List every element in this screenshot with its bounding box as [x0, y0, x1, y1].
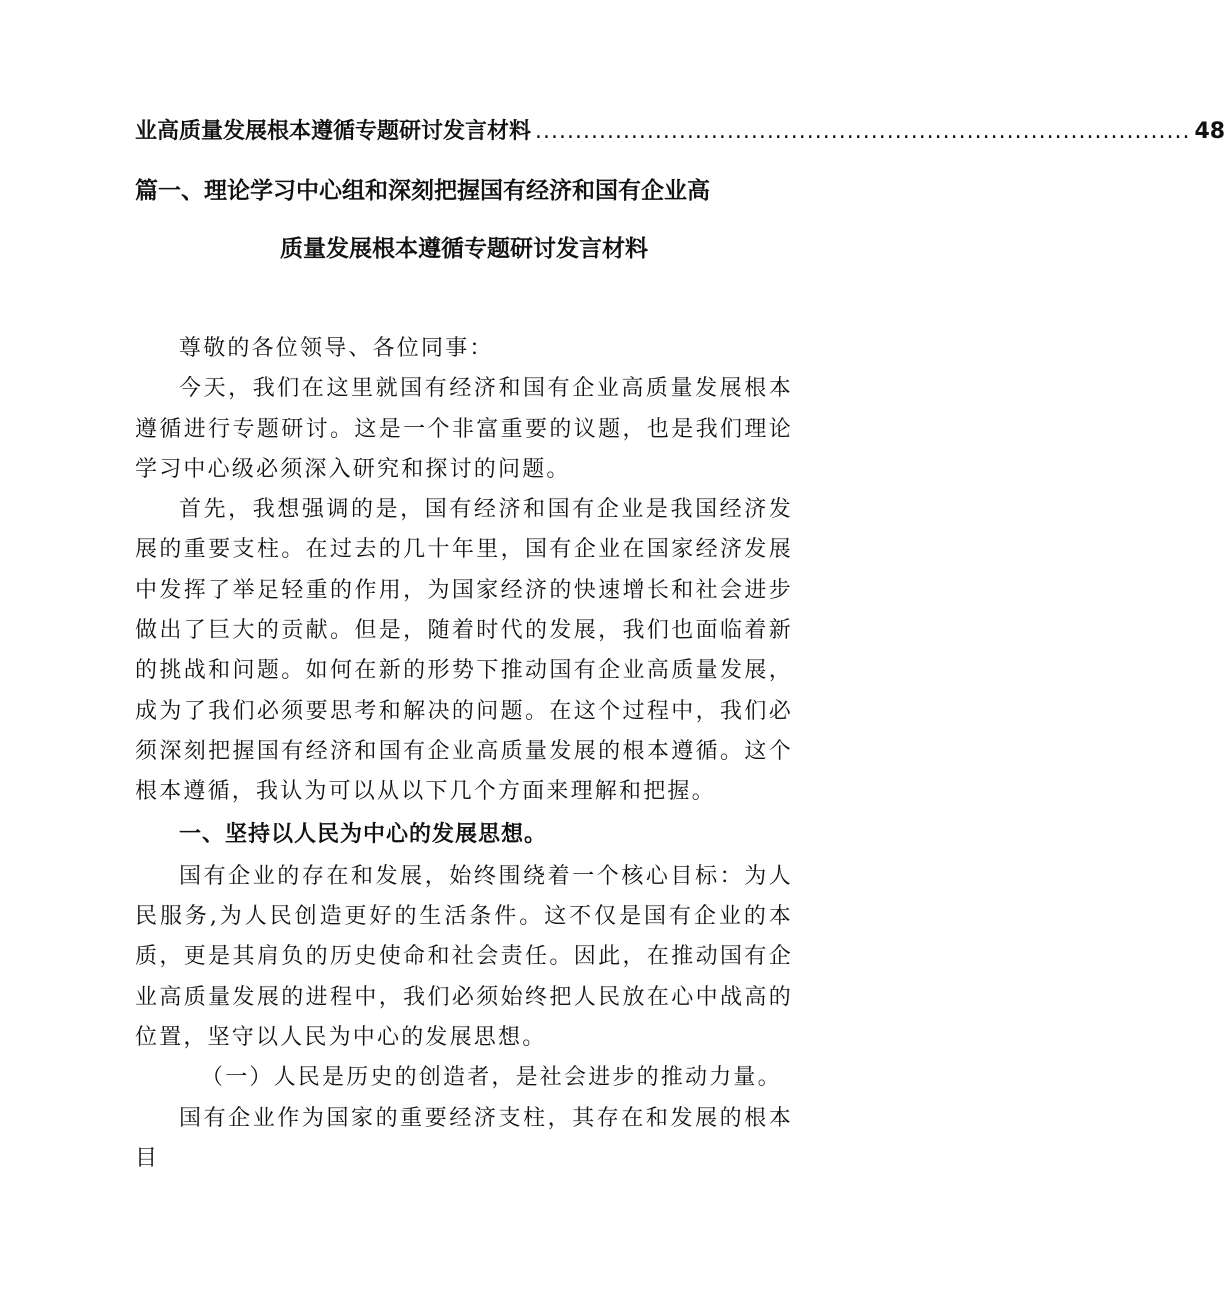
article-title-line-2: 质量发展根本遵循专题研讨发言材料	[280, 236, 648, 262]
toc-leader-dots: ..................................................................................	[535, 119, 1191, 144]
body-paragraph: 今天，我们在这里就国有经济和国有企业高质量发展根本遵循进行专题研讨。这是一个非富重要的议题，也是我们理论学习中心级必须深入研究和探讨的问题。	[135, 376, 793, 482]
body-paragraph: 首先，我想强调的是，国有经济和国有企业是我国经济发展的重要支柱。在过去的几十年里，国有企业在国家经济发展中发挥了举足轻重的作用，为国家经济的快速增长和社会进步做出了巨大的贡献。但是，随着时代的发展，我们也面临着新的挑战和问题。如何在新的形势下推动国有企业高质量发展，成为了我们必须要思考和解决的问题。在这个过程中，我们必须深刻把握国有经济和国有企业高质量发展的根本遵循。这个根本遵循，我认为可以从以下几个方面来理解和把握。	[135, 497, 793, 805]
article-body	[135, 329, 793, 1179]
toc-page-number: 48	[1194, 119, 1225, 144]
toc-entry	[135, 112, 1225, 152]
subsection-heading: （一）人民是历史的创造者，是社会进步的推动力量。	[201, 1065, 782, 1091]
body-paragraph: 国有企业的存在和发展，始终围绕着一个核心目标：为人民服务,为人民创造更好的生活条件。这不仅是国有企业的本质，更是其肩负的历史使命和社会责任。因此，在推动国有企业高质量发展的进程中，我们必须始终把人民放在心中战高的位置，坚守以人民为中心的发展思想。	[135, 863, 793, 1051]
article-title-line-1: 篇一、理论学习中心组和深刻把握国有经济和国有企业高	[135, 178, 710, 204]
toc-entry-title: 业高质量发展根本遵循专题研讨发言材料	[135, 119, 532, 144]
body-paragraph: 国有企业作为国家的重要经济支柱，其存在和发展的根本目	[135, 1105, 793, 1171]
salutation: 尊敬的各位领导、各位同事：	[179, 336, 494, 361]
section-heading: 一、坚持以人民为中心的发展思想。	[179, 821, 548, 847]
